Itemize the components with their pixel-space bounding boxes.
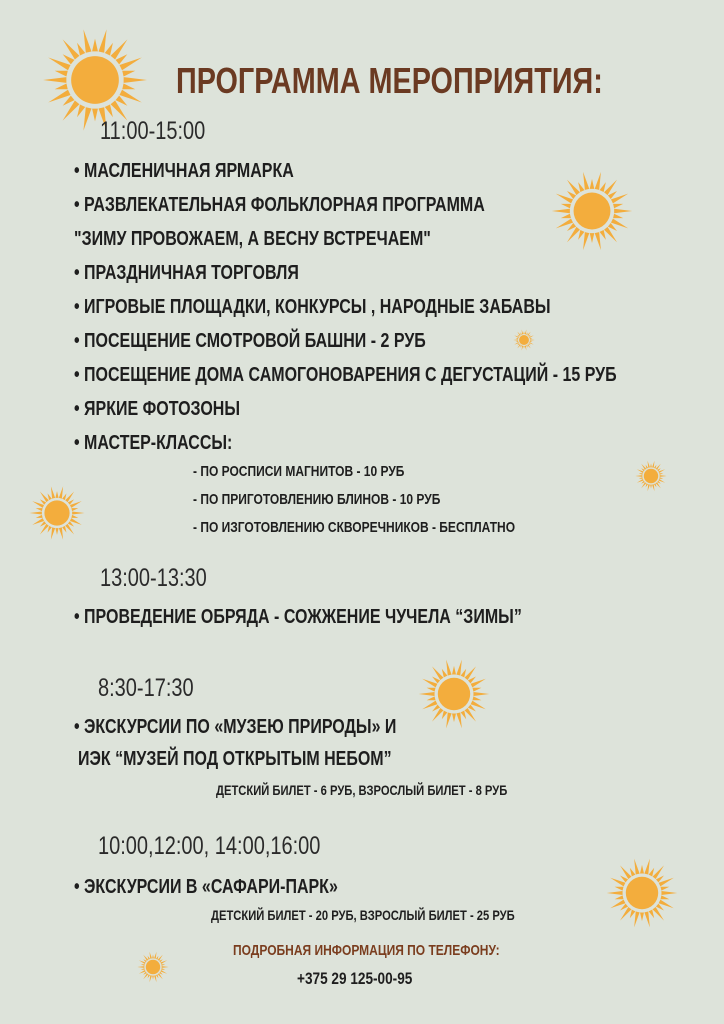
list-item: • МАСЛЕНИЧНАЯ ЯРМАРКА [74,160,294,182]
sub-item: - ПО ИЗГОТОВЛЕНИЮ СКВОРЕЧНИКОВ - БЕСПЛАТНО [193,519,516,536]
contact-label: ПОДРОБНАЯ ИНФОРМАЦИЯ ПО ТЕЛЕФОНУ: [233,942,500,959]
list-item: • ЭКСКУРСИИ ПО «МУЗЕЮ ПРИРОДЫ» И [74,716,397,738]
time-heading: 10:00,12:00, 14:00,16:00 [98,832,321,860]
time-heading: 13:00-13:30 [100,564,207,592]
ticket-prices: ДЕТСКИЙ БИЛЕТ - 6 РУБ, ВЗРОСЛЫЙ БИЛЕТ - 8 РУБ [216,782,508,798]
phone-number: +375 29 125-00-95 [297,969,413,988]
time-heading: 11:00-15:00 [100,117,206,145]
list-item: • ПРОВЕДЕНИЕ ОБРЯДА - СОЖЖЕНИЕ ЧУЧЕЛА “ЗИМЫ” [74,606,522,628]
list-item: • ПРАЗДНИЧНАЯ ТОРГОВЛЯ [74,262,299,284]
sun-icon [513,329,535,351]
list-item: • РАЗВЛЕКАТЕЛЬНАЯ ФОЛЬКЛОРНАЯ ПРОГРАММА [74,194,485,216]
list-item: "ЗИМУ ПРОВОЖАЕМ, А ВЕСНУ ВСТРЕЧАЕМ" [74,228,431,250]
list-item: • ИГРОВЫЕ ПЛОЩАДКИ, КОНКУРСЫ , НАРОДНЫЕ ЗАБАВЫ [74,296,551,318]
list-item: • ЭКСКУРСИИ В «САФАРИ-ПАРК» [74,876,338,898]
sub-item: - ПО РОСПИСИ МАГНИТОВ - 10 РУБ [193,463,405,480]
list-item: • ЯРКИЕ ФОТОЗОНЫ [74,398,240,420]
list-item: • ПОСЕЩЕНИЕ СМОТРОВОЙ БАШНИ - 2 РУБ [74,330,426,352]
sun-icon [635,460,667,492]
list-item: • ПОСЕЩЕНИЕ ДОМА САМОГОНОВАРЕНИЯ С ДЕГУСТАЦИЙ - 15 РУБ [74,364,617,386]
list-item: ИЭК “МУЗЕЙ ПОД ОТКРЫТЫМ НЕБОМ” [78,748,392,770]
page-title: ПРОГРАММА МЕРОПРИЯТИЯ: [176,60,603,101]
time-heading: 8:30-17:30 [98,674,194,702]
ticket-prices: ДЕТСКИЙ БИЛЕТ - 20 РУБ, ВЗРОСЛЫЙ БИЛЕТ - 25 РУБ [211,907,515,923]
list-item: • МАСТЕР-КЛАССЫ: [74,432,233,454]
sun-icon [606,857,678,929]
sun-icon [137,951,169,983]
sun-icon [29,485,85,541]
sub-item: - ПО ПРИГОТОВЛЕНИЮ БЛИНОВ - 10 РУБ [193,491,441,508]
